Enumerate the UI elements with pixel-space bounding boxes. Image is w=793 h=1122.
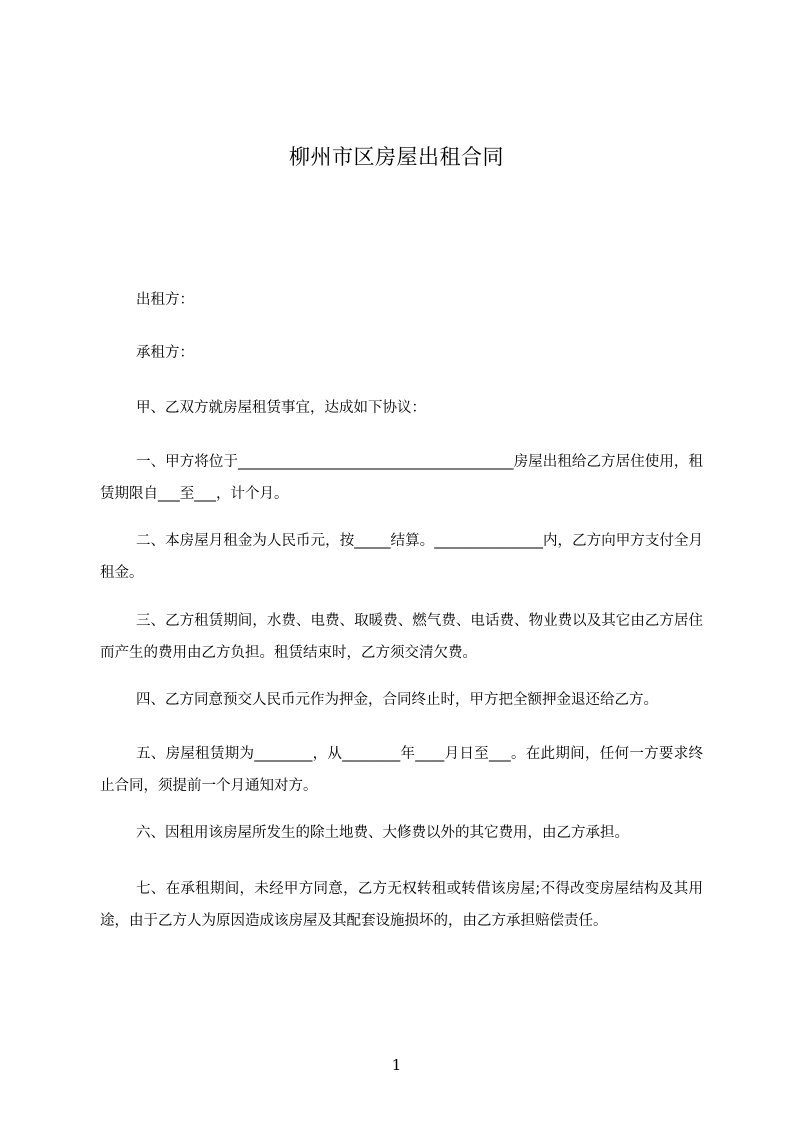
- clause-1: 一、甲方将位于______________________________________房屋出租给乙方居住使用，租赁期限自___至___，计个月。: [100, 454, 703, 502]
- clause-7: 七、在承租期间，未经甲方同意，乙方无权转租或转借该房屋;不得改变房屋结构及其用途，由于乙方人为原因造成该房屋及其配套设施损坏的，由乙方承担赔偿责任。: [100, 881, 703, 929]
- intro-paragraph: 甲、乙双方就房屋租赁事宜，达成如下协议：: [136, 400, 426, 416]
- page-number: 1: [391, 1056, 402, 1074]
- clause-2: 二、本房屋月租金为人民币元，按_____结算。_______________内，乙方向甲方支付全月租金。: [100, 533, 703, 581]
- clause-3: 三、乙方租赁期间，水费、电费、取暖费、燃气费、电话费、物业费以及其它由乙方居住而产生的费用由乙方负担。租赁结束时，乙方须交清欠费。: [100, 613, 703, 661]
- clause-5: 五、房屋租赁期为________，从________年____月日至___。在此期间，任何一方要求终止合同，须提前一个月通知对方。: [100, 746, 703, 794]
- lessee-label: 承租方：: [136, 345, 194, 361]
- clause-4: 四、乙方同意预交人民币元作为押金，合同终止时，甲方把全额押金退还给乙方。: [136, 692, 658, 708]
- document-title: 柳州市区房屋出租合同: [289, 145, 504, 169]
- clause-6: 六、因租用该房屋所发生的除土地费、大修费以外的其它费用，由乙方承担。: [136, 825, 629, 841]
- lessor-label: 出租方：: [136, 292, 194, 308]
